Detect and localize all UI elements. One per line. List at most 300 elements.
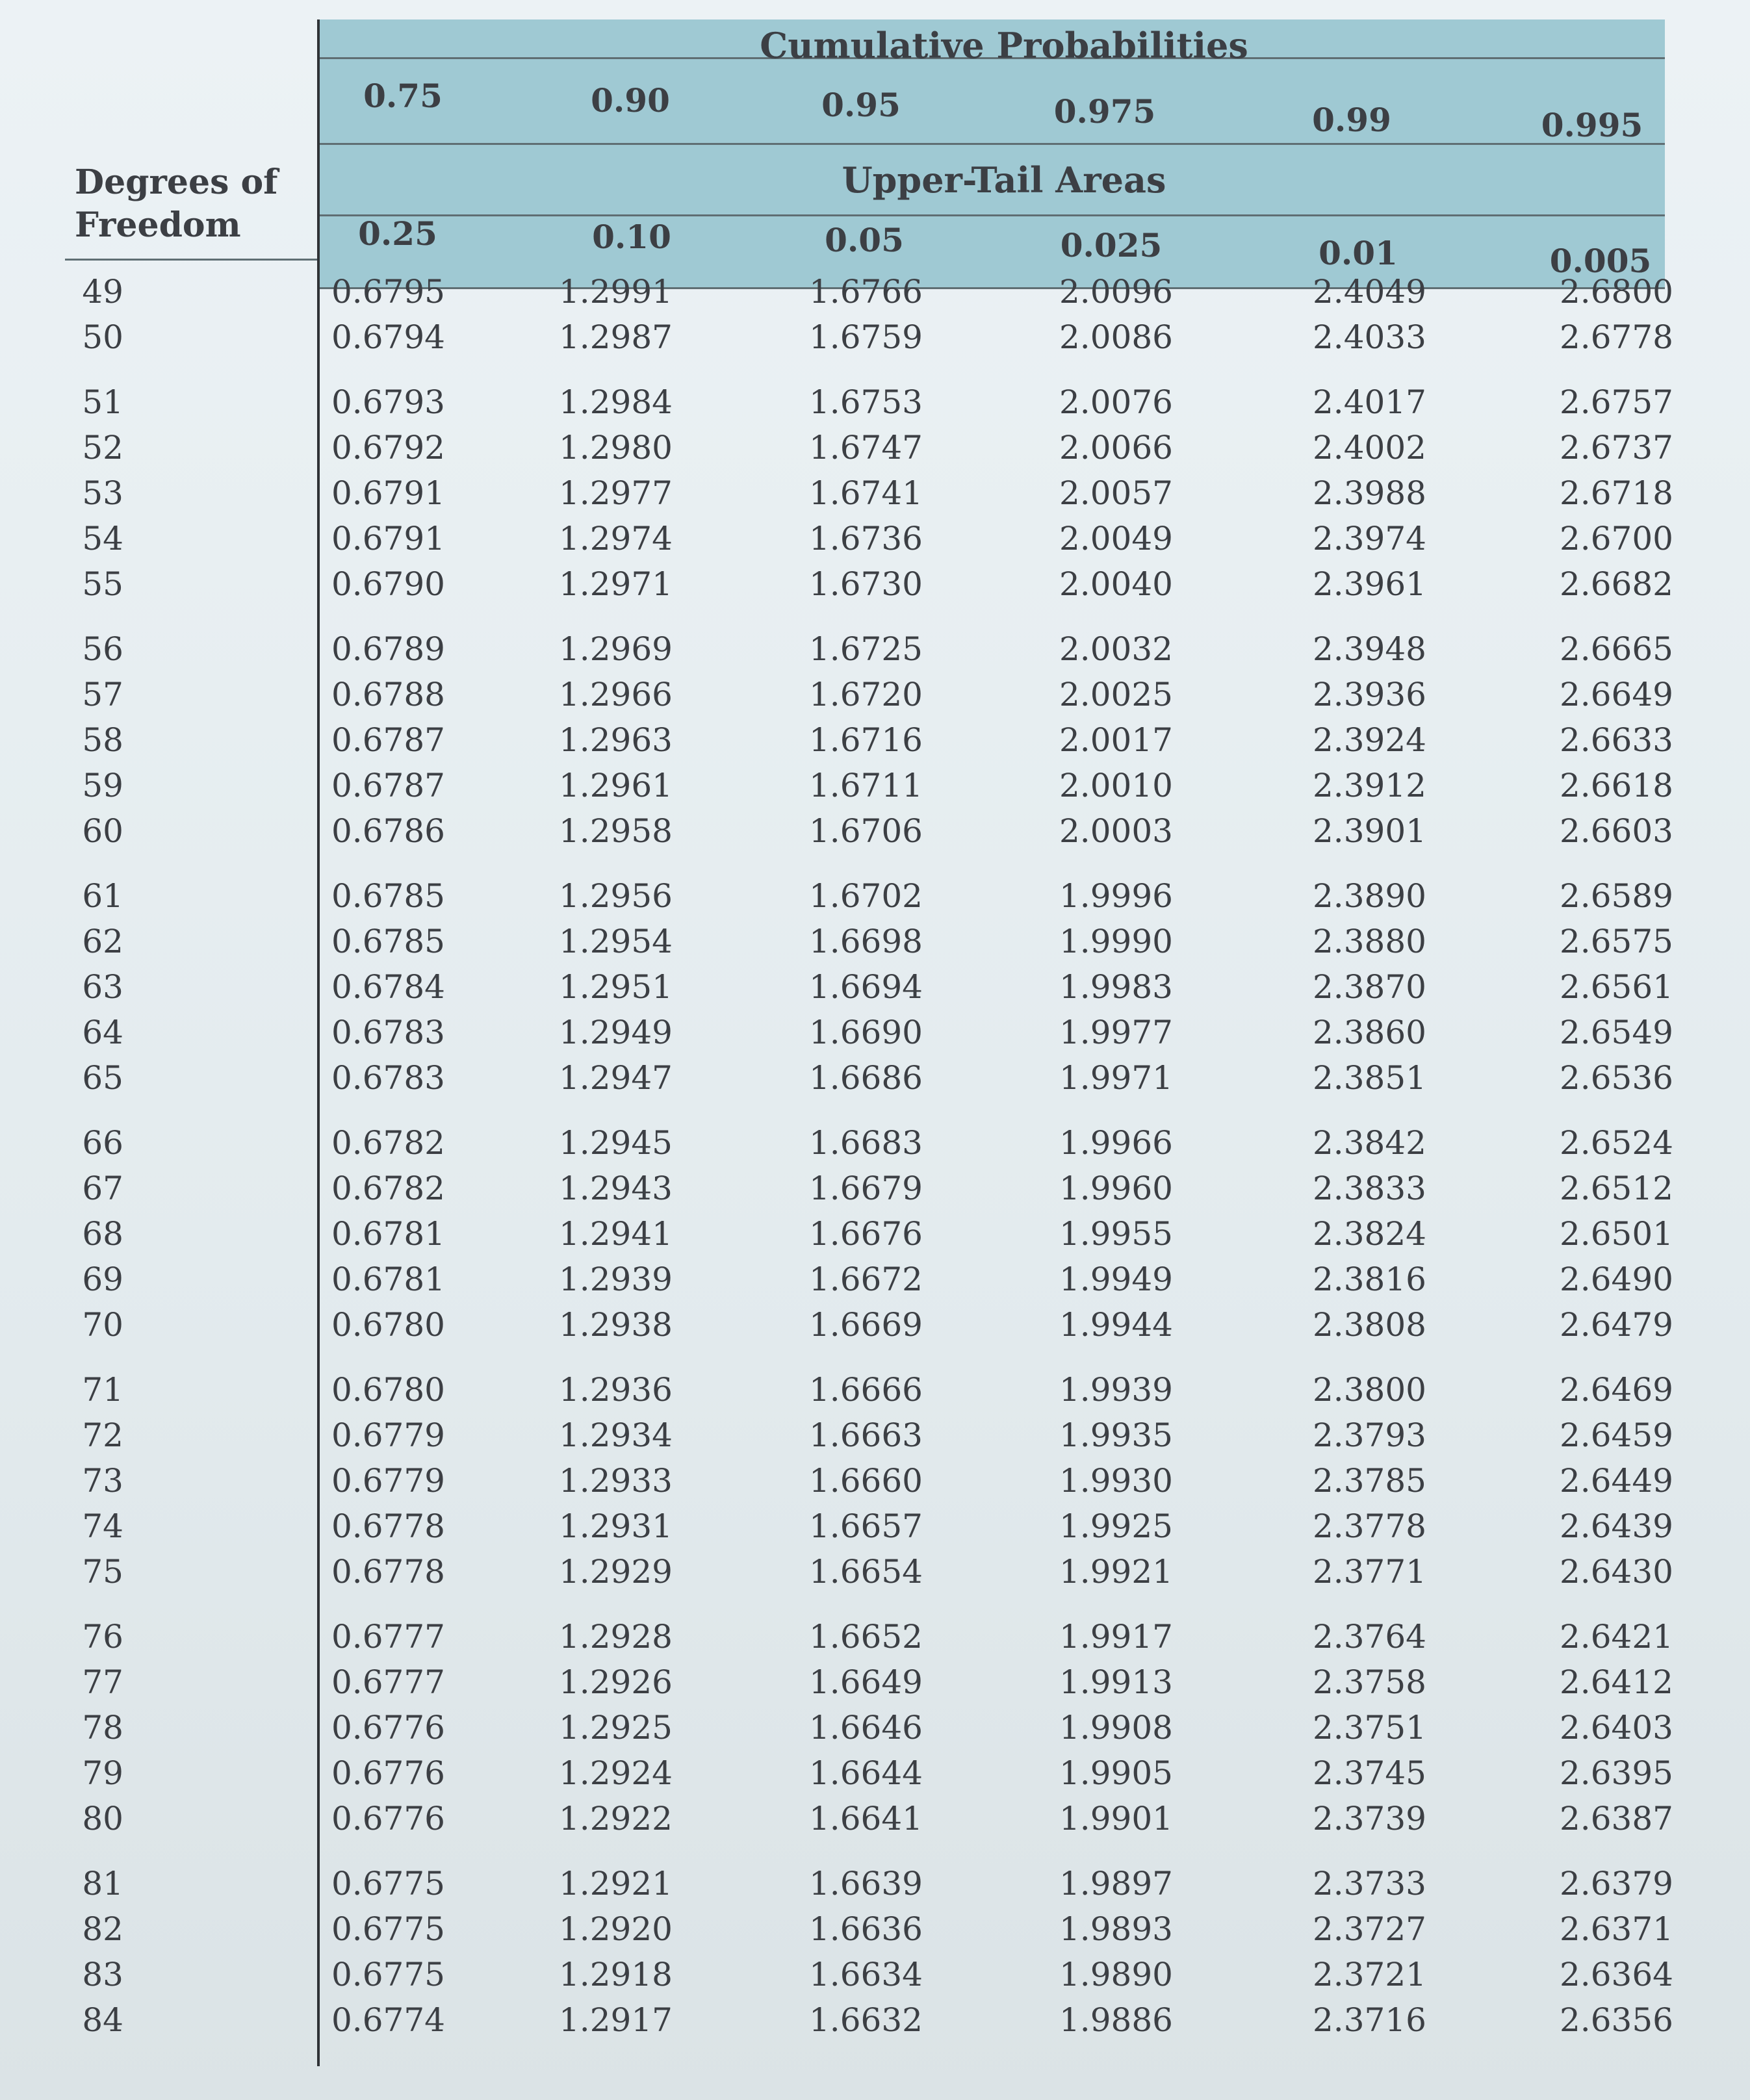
critical-value-cell: 1.6646 bbox=[809, 1709, 923, 1747]
critical-value-cell: 2.6412 bbox=[1560, 1663, 1673, 1701]
dof-cell: 69 bbox=[82, 1261, 123, 1298]
table-row bbox=[0, 1371, 1750, 1416]
dof-cell: 56 bbox=[82, 630, 123, 668]
critical-value-cell: 1.9983 bbox=[1059, 968, 1173, 1006]
critical-value-cell: 1.2918 bbox=[559, 1956, 673, 1993]
row-group bbox=[0, 630, 1750, 858]
dof-cell: 80 bbox=[82, 1800, 123, 1838]
critical-value-cell: 2.6459 bbox=[1560, 1416, 1673, 1454]
table-row bbox=[0, 2001, 1750, 2047]
cum-prob-3: 0.975 bbox=[1053, 92, 1156, 131]
critical-value-cell: 1.9890 bbox=[1059, 1956, 1173, 1993]
dof-cell: 76 bbox=[82, 1618, 123, 1656]
critical-value-cell: 2.4017 bbox=[1313, 383, 1426, 421]
critical-value-cell: 2.6421 bbox=[1560, 1618, 1673, 1656]
dof-cell: 59 bbox=[82, 767, 123, 804]
row-group bbox=[0, 273, 1750, 364]
critical-value-cell: 2.3785 bbox=[1313, 1462, 1426, 1500]
critical-value-cell: 2.3758 bbox=[1313, 1663, 1426, 1701]
table-row bbox=[0, 1709, 1750, 1754]
critical-value-cell: 1.9977 bbox=[1059, 1014, 1173, 1051]
table-row bbox=[0, 630, 1750, 676]
critical-value-cell: 2.3936 bbox=[1313, 676, 1426, 713]
dof-cell: 79 bbox=[82, 1754, 123, 1792]
critical-value-cell: 0.6794 bbox=[331, 318, 445, 356]
dof-cell: 53 bbox=[82, 474, 123, 512]
critical-value-cell: 2.3721 bbox=[1313, 1956, 1426, 1993]
critical-value-cell: 1.9971 bbox=[1059, 1059, 1173, 1097]
dof-cell: 77 bbox=[82, 1663, 123, 1701]
critical-value-cell: 1.6652 bbox=[809, 1618, 923, 1656]
degrees-of-freedom-label bbox=[75, 161, 278, 247]
dof-cell: 61 bbox=[82, 877, 123, 915]
critical-value-cell: 2.0057 bbox=[1059, 474, 1173, 512]
critical-value-cell: 1.6669 bbox=[809, 1306, 923, 1344]
critical-value-cell: 0.6782 bbox=[331, 1170, 445, 1207]
table-row bbox=[0, 318, 1750, 364]
critical-value-cell: 2.6778 bbox=[1560, 318, 1673, 356]
header-rule-middle bbox=[320, 143, 1665, 145]
critical-value-cell: 1.9913 bbox=[1059, 1663, 1173, 1701]
critical-value-cell: 1.2966 bbox=[559, 676, 673, 713]
tail-area-3: 0.025 bbox=[1060, 226, 1163, 264]
critical-value-cell: 2.3800 bbox=[1313, 1371, 1426, 1409]
critical-value-cell: 1.6730 bbox=[809, 565, 923, 603]
critical-value-cell: 1.6747 bbox=[809, 429, 923, 467]
table-row bbox=[0, 1170, 1750, 1215]
critical-value-cell: 2.6800 bbox=[1560, 273, 1673, 311]
critical-value-cell: 1.6741 bbox=[809, 474, 923, 512]
critical-value-cell: 2.3860 bbox=[1313, 1014, 1426, 1051]
critical-value-cell: 1.6720 bbox=[809, 676, 923, 713]
critical-value-cell: 2.3739 bbox=[1313, 1800, 1426, 1838]
critical-value-cell: 2.3912 bbox=[1313, 767, 1426, 804]
table-row bbox=[0, 273, 1750, 318]
dof-cell: 54 bbox=[82, 520, 123, 557]
critical-value-cell: 2.0066 bbox=[1059, 429, 1173, 467]
critical-value-cell: 1.6759 bbox=[809, 318, 923, 356]
critical-value-cell: 1.6644 bbox=[809, 1754, 923, 1792]
critical-value-cell: 2.3851 bbox=[1313, 1059, 1426, 1097]
critical-value-cell: 2.3716 bbox=[1313, 2001, 1426, 2039]
critical-value-cell: 0.6774 bbox=[331, 2001, 445, 2039]
critical-value-cell: 2.3901 bbox=[1313, 812, 1426, 850]
critical-value-cell: 1.2933 bbox=[559, 1462, 673, 1500]
table-row bbox=[0, 968, 1750, 1014]
table-row bbox=[0, 1124, 1750, 1170]
critical-value-cell: 1.2921 bbox=[559, 1865, 673, 1902]
critical-value-cell: 1.2926 bbox=[559, 1663, 673, 1701]
table-row bbox=[0, 1663, 1750, 1709]
critical-value-cell: 2.0010 bbox=[1059, 767, 1173, 804]
critical-value-cell: 0.6776 bbox=[331, 1800, 445, 1838]
dof-cell: 57 bbox=[82, 676, 123, 713]
table-row bbox=[0, 1910, 1750, 1956]
critical-value-cell: 0.6784 bbox=[331, 968, 445, 1006]
dof-label-line1: Degrees of bbox=[75, 162, 278, 202]
critical-value-cell: 2.3727 bbox=[1313, 1910, 1426, 1948]
critical-value-cell: 1.9944 bbox=[1059, 1306, 1173, 1344]
critical-value-cell: 2.6649 bbox=[1560, 676, 1673, 713]
critical-value-cell: 2.6633 bbox=[1560, 721, 1673, 759]
critical-value-cell: 2.3890 bbox=[1313, 877, 1426, 915]
critical-value-cell: 2.6700 bbox=[1560, 520, 1673, 557]
critical-value-cell: 2.4002 bbox=[1313, 429, 1426, 467]
dof-cell: 64 bbox=[82, 1014, 123, 1051]
critical-value-cell: 0.6778 bbox=[331, 1553, 445, 1591]
critical-value-cell: 1.6663 bbox=[809, 1416, 923, 1454]
table-row bbox=[0, 429, 1750, 474]
critical-value-cell: 1.2969 bbox=[559, 630, 673, 668]
critical-value-cell: 2.3961 bbox=[1313, 565, 1426, 603]
dof-cell: 66 bbox=[82, 1124, 123, 1162]
critical-value-cell: 1.2934 bbox=[559, 1416, 673, 1454]
dof-cell: 81 bbox=[82, 1865, 123, 1902]
critical-value-cell: 1.2920 bbox=[559, 1910, 673, 1948]
critical-value-cell: 0.6780 bbox=[331, 1306, 445, 1344]
critical-value-cell: 0.6795 bbox=[331, 273, 445, 311]
critical-value-cell: 1.2924 bbox=[559, 1754, 673, 1792]
critical-value-cell: 1.9886 bbox=[1059, 2001, 1173, 2039]
critical-value-cell: 2.0040 bbox=[1059, 565, 1173, 603]
critical-value-cell: 1.6676 bbox=[809, 1215, 923, 1253]
critical-value-cell: 2.3880 bbox=[1313, 923, 1426, 960]
critical-value-cell: 1.2936 bbox=[559, 1371, 673, 1409]
critical-value-cell: 1.6702 bbox=[809, 877, 923, 915]
critical-value-cell: 1.2941 bbox=[559, 1215, 673, 1253]
dof-cell: 62 bbox=[82, 923, 123, 960]
critical-value-cell: 1.2956 bbox=[559, 877, 673, 915]
dof-cell: 65 bbox=[82, 1059, 123, 1097]
critical-value-cell: 1.2961 bbox=[559, 767, 673, 804]
critical-value-cell: 0.6780 bbox=[331, 1371, 445, 1409]
table-row bbox=[0, 812, 1750, 858]
critical-value-cell: 0.6791 bbox=[331, 520, 445, 557]
table-row bbox=[0, 1306, 1750, 1351]
table-row bbox=[0, 1800, 1750, 1845]
critical-value-cell: 2.0003 bbox=[1059, 812, 1173, 850]
critical-value-cell: 0.6789 bbox=[331, 630, 445, 668]
table-row bbox=[0, 383, 1750, 429]
table-row bbox=[0, 1014, 1750, 1059]
row-group bbox=[0, 383, 1750, 611]
critical-value-cell: 2.3816 bbox=[1313, 1261, 1426, 1298]
table-row bbox=[0, 923, 1750, 968]
cum-prob-0: 0.75 bbox=[363, 77, 443, 115]
critical-value-cell: 1.2971 bbox=[559, 565, 673, 603]
critical-value-cell: 1.2928 bbox=[559, 1618, 673, 1656]
dof-cell: 49 bbox=[82, 273, 123, 311]
dof-cell: 72 bbox=[82, 1416, 123, 1454]
critical-value-cell: 2.6549 bbox=[1560, 1014, 1673, 1051]
tail-area-4: 0.01 bbox=[1319, 234, 1398, 272]
critical-value-cell: 1.6639 bbox=[809, 1865, 923, 1902]
table-row bbox=[0, 1416, 1750, 1462]
critical-value-cell: 1.6649 bbox=[809, 1663, 923, 1701]
critical-value-cell: 1.9905 bbox=[1059, 1754, 1173, 1792]
critical-value-cell: 0.6787 bbox=[331, 767, 445, 804]
dof-cell: 50 bbox=[82, 318, 123, 356]
critical-value-cell: 0.6779 bbox=[331, 1462, 445, 1500]
critical-value-cell: 1.9921 bbox=[1059, 1553, 1173, 1591]
critical-value-cell: 2.6449 bbox=[1560, 1462, 1673, 1500]
critical-value-cell: 1.2984 bbox=[559, 383, 673, 421]
dof-cell: 78 bbox=[82, 1709, 123, 1747]
critical-value-cell: 0.6792 bbox=[331, 429, 445, 467]
critical-value-cell: 0.6788 bbox=[331, 676, 445, 713]
critical-value-cell: 0.6783 bbox=[331, 1059, 445, 1097]
critical-value-cell: 1.6683 bbox=[809, 1124, 923, 1162]
dof-cell: 71 bbox=[82, 1371, 123, 1409]
critical-value-cell: 1.6641 bbox=[809, 1800, 923, 1838]
critical-value-cell: 1.6725 bbox=[809, 630, 923, 668]
critical-value-cell: 2.0017 bbox=[1059, 721, 1173, 759]
critical-value-cell: 0.6777 bbox=[331, 1663, 445, 1701]
critical-value-cell: 1.6636 bbox=[809, 1910, 923, 1948]
table-row bbox=[0, 1956, 1750, 2001]
critical-value-cell: 0.6777 bbox=[331, 1618, 445, 1656]
critical-value-cell: 1.6657 bbox=[809, 1507, 923, 1545]
critical-value-cell: 1.9917 bbox=[1059, 1618, 1173, 1656]
critical-value-cell: 2.3924 bbox=[1313, 721, 1426, 759]
dof-cell: 70 bbox=[82, 1306, 123, 1344]
critical-value-cell: 1.9893 bbox=[1059, 1910, 1173, 1948]
row-group bbox=[0, 1865, 1750, 2047]
critical-value-cell: 2.3764 bbox=[1313, 1618, 1426, 1656]
critical-value-cell: 1.9955 bbox=[1059, 1215, 1173, 1253]
critical-value-cell: 2.6403 bbox=[1560, 1709, 1673, 1747]
critical-value-cell: 1.9990 bbox=[1059, 923, 1173, 960]
critical-value-cell: 1.6660 bbox=[809, 1462, 923, 1500]
critical-value-cell: 2.3733 bbox=[1313, 1865, 1426, 1902]
table-row bbox=[0, 721, 1750, 767]
critical-value-cell: 2.6439 bbox=[1560, 1507, 1673, 1545]
cum-prob-2: 0.95 bbox=[821, 86, 901, 124]
critical-value-cell: 0.6785 bbox=[331, 923, 445, 960]
critical-value-cell: 2.0096 bbox=[1059, 273, 1173, 311]
critical-value-cell: 2.6430 bbox=[1560, 1553, 1673, 1591]
critical-value-cell: 2.3778 bbox=[1313, 1507, 1426, 1545]
critical-value-cell: 2.6356 bbox=[1560, 2001, 1673, 2039]
dof-cell: 83 bbox=[82, 1956, 123, 1993]
table-row bbox=[0, 1865, 1750, 1910]
critical-value-cell: 1.2954 bbox=[559, 923, 673, 960]
critical-value-cell: 2.3751 bbox=[1313, 1709, 1426, 1747]
dof-cell: 51 bbox=[82, 383, 123, 421]
critical-value-cell: 0.6779 bbox=[331, 1416, 445, 1454]
critical-value-cell: 0.6775 bbox=[331, 1865, 445, 1902]
critical-value-cell: 2.6665 bbox=[1560, 630, 1673, 668]
critical-value-cell: 1.2974 bbox=[559, 520, 673, 557]
critical-value-cell: 2.3808 bbox=[1313, 1306, 1426, 1344]
critical-value-cell: 1.2938 bbox=[559, 1306, 673, 1344]
critical-value-cell: 0.6781 bbox=[331, 1215, 445, 1253]
critical-value-cell: 1.6666 bbox=[809, 1371, 923, 1409]
critical-value-cell: 2.6718 bbox=[1560, 474, 1673, 512]
table-row bbox=[0, 1462, 1750, 1507]
critical-value-cell: 1.6753 bbox=[809, 383, 923, 421]
table-row bbox=[0, 676, 1750, 721]
table-row bbox=[0, 1618, 1750, 1663]
table-row bbox=[0, 1507, 1750, 1553]
critical-value-cell: 1.2929 bbox=[559, 1553, 673, 1591]
critical-value-cell: 2.6371 bbox=[1560, 1910, 1673, 1948]
critical-value-cell: 1.6711 bbox=[809, 767, 923, 804]
critical-value-cell: 2.6737 bbox=[1560, 429, 1673, 467]
critical-value-cell: 2.4033 bbox=[1313, 318, 1426, 356]
critical-value-cell: 2.6682 bbox=[1560, 565, 1673, 603]
tail-area-1: 0.10 bbox=[592, 218, 671, 256]
critical-value-cell: 2.6618 bbox=[1560, 767, 1673, 804]
table-row bbox=[0, 877, 1750, 923]
dof-cell: 82 bbox=[82, 1910, 123, 1948]
critical-value-cell: 1.2943 bbox=[559, 1170, 673, 1207]
critical-value-cell: 2.3974 bbox=[1313, 520, 1426, 557]
critical-value-cell: 1.2958 bbox=[559, 812, 673, 850]
critical-value-cell: 2.6603 bbox=[1560, 812, 1673, 850]
critical-value-cell: 1.9996 bbox=[1059, 877, 1173, 915]
critical-value-cell: 1.2947 bbox=[559, 1059, 673, 1097]
critical-value-cell: 0.6790 bbox=[331, 565, 445, 603]
table-row bbox=[0, 1215, 1750, 1261]
critical-value-cell: 1.9925 bbox=[1059, 1507, 1173, 1545]
critical-value-cell: 2.3870 bbox=[1313, 968, 1426, 1006]
dof-cell: 55 bbox=[82, 565, 123, 603]
dof-header-rule bbox=[65, 259, 320, 261]
critical-value-cell: 0.6783 bbox=[331, 1014, 445, 1051]
critical-value-cell: 0.6775 bbox=[331, 1956, 445, 1993]
dof-cell: 68 bbox=[82, 1215, 123, 1253]
critical-value-cell: 1.9935 bbox=[1059, 1416, 1173, 1454]
critical-value-cell: 2.3745 bbox=[1313, 1754, 1426, 1792]
critical-value-cell: 2.6512 bbox=[1560, 1170, 1673, 1207]
critical-value-cell: 2.0032 bbox=[1059, 630, 1173, 668]
cum-prob-4: 0.99 bbox=[1312, 101, 1391, 139]
critical-value-cell: 2.3771 bbox=[1313, 1553, 1426, 1591]
table-row bbox=[0, 565, 1750, 611]
tail-area-0: 0.25 bbox=[358, 214, 437, 253]
critical-value-cell: 0.6778 bbox=[331, 1507, 445, 1545]
critical-value-cell: 1.2925 bbox=[559, 1709, 673, 1747]
cum-prob-5: 0.995 bbox=[1541, 106, 1643, 144]
tail-area-2: 0.05 bbox=[825, 221, 904, 259]
critical-value-cell: 1.6716 bbox=[809, 721, 923, 759]
table-row bbox=[0, 1059, 1750, 1105]
critical-value-cell: 1.9939 bbox=[1059, 1371, 1173, 1409]
critical-value-cell: 1.2951 bbox=[559, 968, 673, 1006]
critical-value-cell: 1.9897 bbox=[1059, 1865, 1173, 1902]
critical-value-cell: 2.3793 bbox=[1313, 1416, 1426, 1454]
critical-value-cell: 1.6634 bbox=[809, 1956, 923, 1993]
dof-cell: 58 bbox=[82, 721, 123, 759]
critical-value-cell: 2.3988 bbox=[1313, 474, 1426, 512]
critical-value-cell: 0.6791 bbox=[331, 474, 445, 512]
critical-value-cell: 2.6575 bbox=[1560, 923, 1673, 960]
critical-value-cell: 2.0049 bbox=[1059, 520, 1173, 557]
critical-value-cell: 1.6690 bbox=[809, 1014, 923, 1051]
dof-cell: 63 bbox=[82, 968, 123, 1006]
critical-value-cell: 1.2949 bbox=[559, 1014, 673, 1051]
critical-value-cell: 1.2922 bbox=[559, 1800, 673, 1838]
row-group bbox=[0, 1124, 1750, 1351]
critical-value-cell: 2.6757 bbox=[1560, 383, 1673, 421]
critical-value-cell: 0.6781 bbox=[331, 1261, 445, 1298]
critical-value-cell: 2.0076 bbox=[1059, 383, 1173, 421]
dof-cell: 60 bbox=[82, 812, 123, 850]
t-table-body bbox=[0, 273, 1750, 2066]
critical-value-cell: 2.3842 bbox=[1313, 1124, 1426, 1162]
critical-value-cell: 2.6479 bbox=[1560, 1306, 1673, 1344]
dof-cell: 74 bbox=[82, 1507, 123, 1545]
upper-tail-title: Upper-Tail Areas bbox=[842, 159, 1166, 201]
critical-value-cell: 2.3824 bbox=[1313, 1215, 1426, 1253]
dof-cell: 52 bbox=[82, 429, 123, 467]
critical-value-cell: 2.6490 bbox=[1560, 1261, 1673, 1298]
critical-value-cell: 1.9930 bbox=[1059, 1462, 1173, 1500]
critical-value-cell: 1.2931 bbox=[559, 1507, 673, 1545]
critical-value-cell: 1.6736 bbox=[809, 520, 923, 557]
table-row bbox=[0, 1261, 1750, 1306]
table-row bbox=[0, 1754, 1750, 1800]
tail-area-5: 0.005 bbox=[1549, 242, 1652, 280]
critical-value-cell: 1.2977 bbox=[559, 474, 673, 512]
critical-value-cell: 0.6776 bbox=[331, 1709, 445, 1747]
critical-value-cell: 1.9901 bbox=[1059, 1800, 1173, 1838]
critical-value-cell: 0.6782 bbox=[331, 1124, 445, 1162]
critical-value-cell: 1.6686 bbox=[809, 1059, 923, 1097]
critical-value-cell: 2.6561 bbox=[1560, 968, 1673, 1006]
critical-value-cell: 1.6694 bbox=[809, 968, 923, 1006]
critical-value-cell: 2.6364 bbox=[1560, 1956, 1673, 1993]
critical-value-cell: 2.4049 bbox=[1313, 273, 1426, 311]
table-row bbox=[0, 520, 1750, 565]
critical-value-cell: 2.6387 bbox=[1560, 1800, 1673, 1838]
critical-value-cell: 1.2991 bbox=[559, 273, 673, 311]
critical-value-cell: 1.2987 bbox=[559, 318, 673, 356]
critical-value-cell: 1.9966 bbox=[1059, 1124, 1173, 1162]
row-group bbox=[0, 877, 1750, 1105]
critical-value-cell: 1.9960 bbox=[1059, 1170, 1173, 1207]
critical-value-cell: 1.2945 bbox=[559, 1124, 673, 1162]
critical-value-cell: 0.6775 bbox=[331, 1910, 445, 1948]
table-row bbox=[0, 767, 1750, 812]
critical-value-cell: 1.6654 bbox=[809, 1553, 923, 1591]
critical-value-cell: 2.6524 bbox=[1560, 1124, 1673, 1162]
table-row bbox=[0, 1553, 1750, 1598]
critical-value-cell: 1.2980 bbox=[559, 429, 673, 467]
row-group bbox=[0, 1618, 1750, 1845]
critical-value-cell: 2.6589 bbox=[1560, 877, 1673, 915]
critical-value-cell: 2.0025 bbox=[1059, 676, 1173, 713]
dof-cell: 75 bbox=[82, 1553, 123, 1591]
cum-prob-1: 0.90 bbox=[591, 81, 670, 120]
dof-cell: 73 bbox=[82, 1462, 123, 1500]
table-row bbox=[0, 474, 1750, 520]
cumulative-title: Cumulative Probabilities bbox=[760, 25, 1248, 66]
critical-value-cell: 1.6766 bbox=[809, 273, 923, 311]
critical-value-cell: 0.6787 bbox=[331, 721, 445, 759]
critical-value-cell: 1.6672 bbox=[809, 1261, 923, 1298]
critical-value-cell: 0.6786 bbox=[331, 812, 445, 850]
row-group bbox=[0, 1371, 1750, 1598]
dof-cell: 67 bbox=[82, 1170, 123, 1207]
critical-value-cell: 2.6469 bbox=[1560, 1371, 1673, 1409]
critical-value-cell: 1.6632 bbox=[809, 2001, 923, 2039]
critical-value-cell: 1.6698 bbox=[809, 923, 923, 960]
dof-cell: 84 bbox=[82, 2001, 123, 2039]
critical-value-cell: 2.6379 bbox=[1560, 1865, 1673, 1902]
critical-value-cell: 2.3948 bbox=[1313, 630, 1426, 668]
